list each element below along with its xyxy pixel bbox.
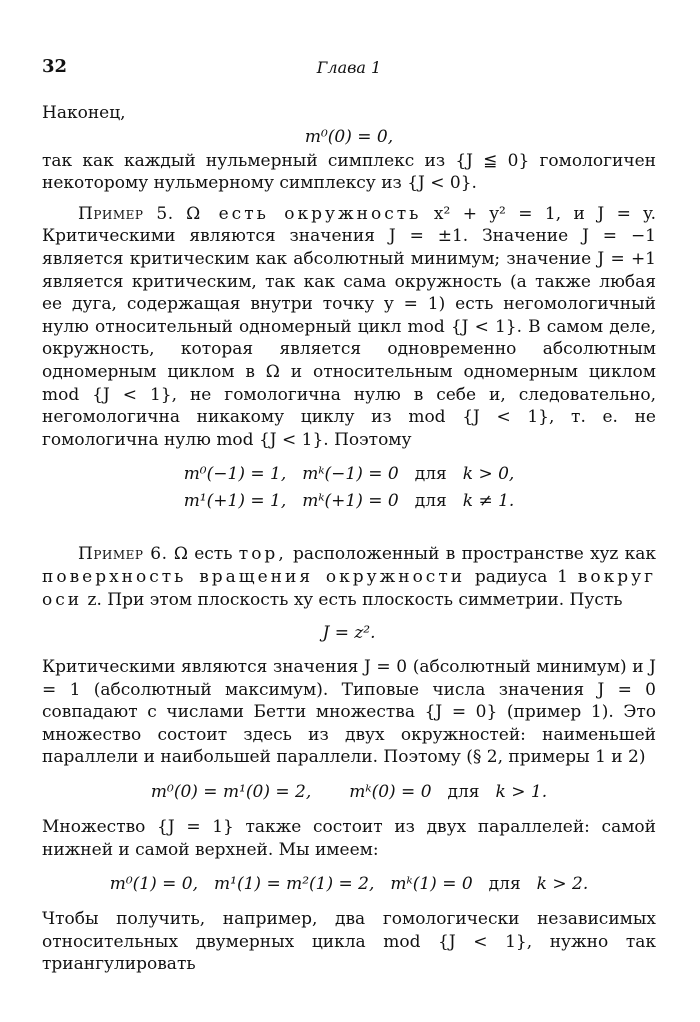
example-6-b: расположенный в пространстве xyz как — [293, 544, 657, 565]
paragraph-finally: Наконец, — [42, 103, 126, 123]
eq-cell: k > 2. — [536, 874, 589, 895]
example-5-label: Пример 5. — [78, 203, 174, 224]
equation-block-j0 — [42, 779, 656, 806]
eq-cell: k > 0, — [462, 464, 515, 485]
example-6-e: вокруг оси — [42, 566, 657, 610]
equation-j-z2: J = z². — [322, 623, 376, 644]
example-5 — [42, 203, 656, 452]
page-number: 32 — [42, 56, 68, 77]
eq-cell: m¹(1) = m²(1) = 2, — [214, 874, 375, 895]
eq-cell: k ≠ 1. — [462, 491, 515, 512]
equation-block-j1 — [42, 871, 656, 898]
eq-cell: для — [414, 491, 447, 512]
eq-cell: m⁰(0) = m¹(0) = 2, — [150, 782, 312, 803]
eq-cell: для — [488, 874, 521, 895]
eq-cell: mᵏ(−1) = 0 — [302, 464, 399, 485]
eq-cell: k > 1. — [495, 782, 548, 803]
example-6-f: z. При этом плоскость xy есть плоскость симметрии. Пусть — [87, 589, 623, 610]
example-6-d: радиуса 1 — [474, 566, 568, 587]
paragraph-j1-set: Множество {J = 1} также состоит из двух параллелей: самой нижней и самой верхней. Мы имеем: — [42, 817, 656, 860]
chapter-title: Глава 1 — [316, 58, 382, 77]
example-5-body: x² + y² = 1, и J = y. Критическими являются значения J = ±1. Значение J = −1 является критическим как абсолютный минимум; значение J = +1 является критическим, так как сама окружность (а также любая ее дуга, содержащая внутри точку y = 1) есть негомологичный нулю относительный одномерный цикл mod {J < 1}. В самом деле, окружность, которая является одновременно абсолютным одномерным циклом в Ω и относительным одномерным циклом mod {J < 1}, не гомологична нулю в себе и, следовательно, негомологична никакому циклу из mod {J < 1}, т. е. не гомологична нулю mod {J < 1}. Поэтому — [42, 203, 656, 450]
example-5-lead: Ω есть окружность — [186, 203, 422, 224]
book-page — [42, 56, 656, 976]
example-6-a: Ω есть — [173, 544, 233, 565]
eq-cell: m¹(+1) = 1, — [183, 491, 287, 512]
equation-m0: m⁰(0) = 0, — [304, 126, 394, 147]
paragraph-triangulate: Чтобы получить, например, два гомологически независимых относительных двумерных цикла mod {J < 1}, нужно так триангулировать — [42, 909, 656, 975]
eq-cell: для — [447, 782, 480, 803]
paragraph-simplex: так как каждый нульмерный симплекс из {J ≦ 0} гомологичен некоторому нульмерному симплексу из {J < 0}. — [42, 150, 656, 194]
example-6 — [42, 543, 656, 611]
equation-row — [143, 779, 555, 806]
equation-block-ex5 — [42, 461, 656, 515]
running-header — [42, 56, 656, 82]
example-6-tor: тор, — [238, 544, 287, 565]
equation-row — [176, 461, 523, 488]
eq-cell: для — [414, 464, 447, 485]
equation-row — [176, 488, 523, 515]
eq-cell: mᵏ(1) = 0 — [390, 874, 473, 895]
example-6-label: Пример 6. — [78, 544, 168, 565]
eq-cell: m⁰(1) = 0, — [109, 874, 199, 895]
eq-cell: mᵏ(0) = 0 — [349, 782, 432, 803]
example-6-c: поверхность вращения окружности — [42, 566, 466, 587]
equation-row — [102, 871, 597, 898]
eq-cell: m⁰(−1) = 1, — [183, 464, 287, 485]
eq-cell: mᵏ(+1) = 0 — [302, 491, 399, 512]
paragraph-critical-torus: Критическими являются значения J = 0 (абсолютный минимум) и J = 1 (абсолютный максимум). Типовые числа значения J = 0 совпадают с числами Бетти множества {J = 0} (пример 1). Это множество состоит здесь из двух окружностей: наименьшей параллели и наибольшей параллели. Поэтому (§ 2, примеры 1 и 2) — [42, 657, 656, 768]
